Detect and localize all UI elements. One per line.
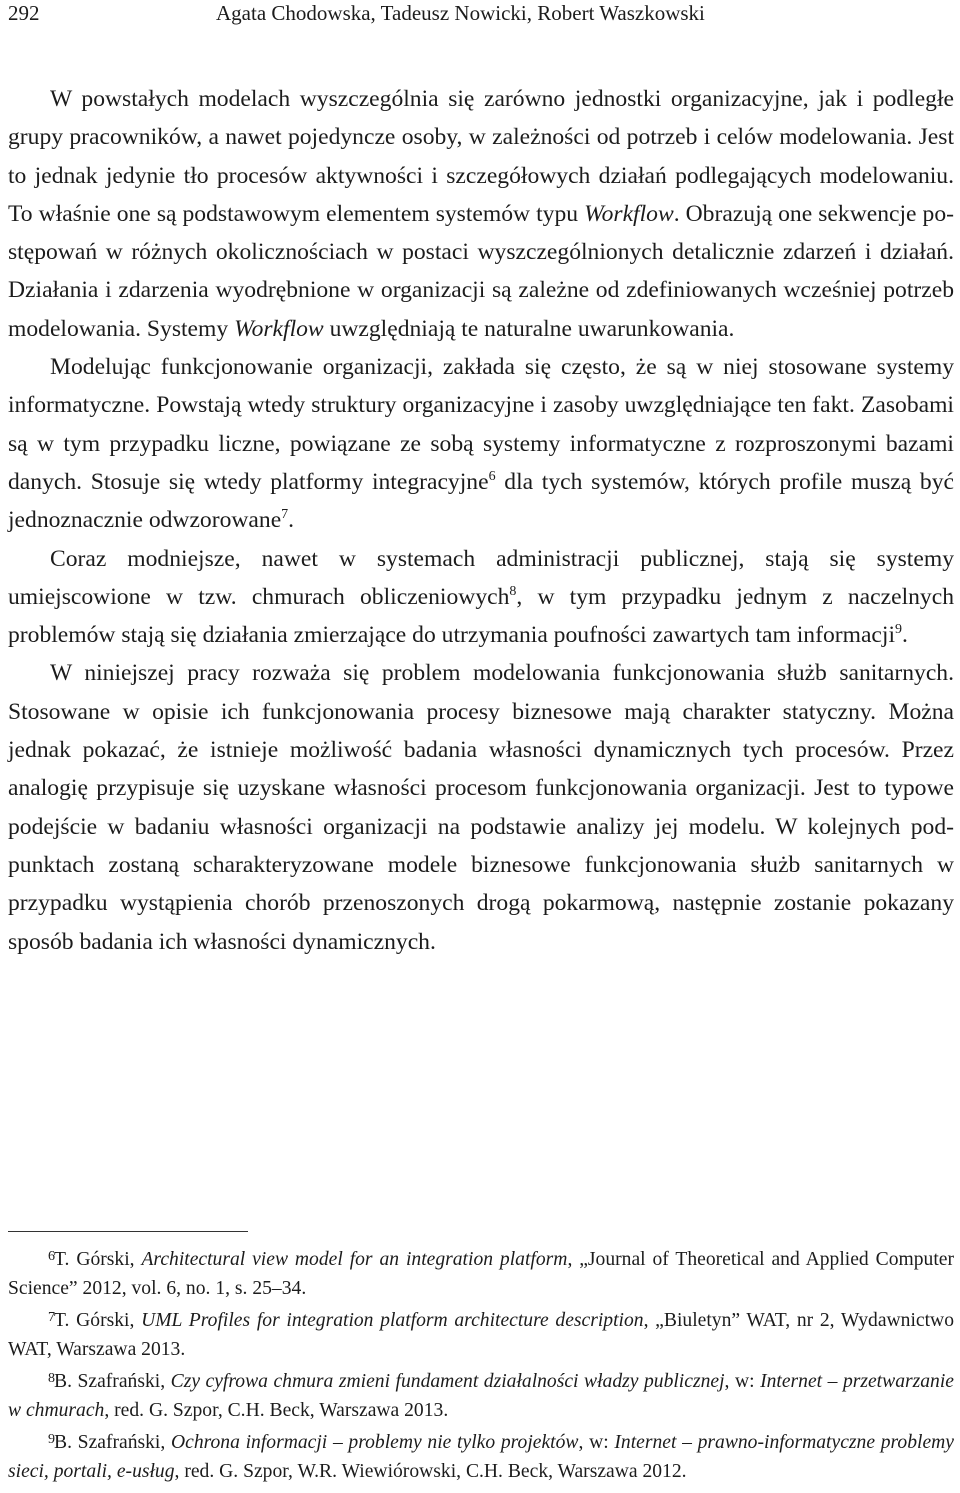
paragraph-text: , w tym przypadku jednym z naczelnych problemów stają się działania zmierzające do utrzymania poufności zawartych tam informacji [8, 583, 954, 649]
footnote-author: T. Górski, [54, 1249, 142, 1270]
footnote-source: , red. G. Szpor, C.H. Beck, Warszawa 2013. [104, 1400, 449, 1421]
footnote-title: Ochrona informacji – problemy nie tylko projektów [170, 1432, 579, 1453]
paragraph-4 [8, 654, 954, 960]
footnote-ref-7[interactable]: 7 [281, 507, 289, 523]
footnote-6 [8, 1242, 954, 1303]
page-number: 292 [8, 1, 40, 25]
paragraph-3 [8, 540, 954, 655]
body-text [8, 80, 954, 961]
paragraph-text: dla tych systemów, których profile muszą być jednoznacznie odwzorowane [8, 468, 954, 534]
running-header [8, 0, 954, 30]
footnote-text: , w: [578, 1432, 615, 1453]
footnote-number: 6 [48, 1249, 55, 1264]
italic-term: Workflow [234, 315, 324, 342]
footnote-author: T. Górski, [54, 1310, 142, 1331]
paragraph-text: . Obrazują one sekwencje postępowań w różnych okolicznościach w postaci wyszczególnionych detalicznie zdarzeń i działań. Działania i zdarzenia wyodrębnione w organizacji są zależne od zdefiniowanych wcześniej potrzeb modelowania. Systemy [8, 200, 954, 342]
paragraph-text: Modelując funkcjonowanie organizacji, zakłada się często, że są w niej stosowane systemy informatyczne. Powstają wtedy struktury organizacyjne i zasoby uwzględniające ten fakt. Zasobami są w tym przypadku liczne, powiązane ze sobą systemy informatyczne z rozproszonymi bazami danych. Stosuje się wtedy platformy integracyjne [8, 354, 954, 495]
footnote-separator [8, 1231, 248, 1232]
footnotes [8, 1242, 954, 1486]
footnote-ref-8[interactable]: 8 [509, 583, 517, 599]
footnote-title: Internet – prawno-informatyczne problemy sieci, portali, e-usług [8, 1432, 954, 1482]
running-header-authors: Agata Chodowska, Tadeusz Nowicki, Robert Waszkowski [216, 1, 705, 25]
paragraph-text: . [288, 507, 295, 534]
italic-term: Workflow [584, 200, 674, 227]
footnote-source: , „Biuletyn” WAT, nr 2, Wydawnictwo WAT, Warszawa 2013. [8, 1310, 954, 1360]
footnote-author: B. Szafrański, [54, 1371, 171, 1392]
paragraph-1 [8, 80, 954, 348]
footnote-ref-6[interactable]: 6 [488, 468, 496, 484]
footnote-source: , red. G. Szpor, W.R. Wiewiórowski, C.H. Beck, Warszawa 2012. [174, 1461, 687, 1482]
footnote-text: , w: [724, 1371, 761, 1392]
paragraph-text: uwzględniają te naturalne uwarunkowania. [323, 315, 735, 342]
footnote-number: 9 [48, 1432, 55, 1447]
footnote-title: Architectural view model for an integration platform [141, 1249, 568, 1270]
footnote-title: UML Profiles for integration platform architecture description [141, 1310, 644, 1331]
footnote-title: Internet – przetwarzanie w chmurach [8, 1371, 954, 1421]
footnote-ref-9[interactable]: 9 [895, 622, 903, 638]
footnote-source: , „Journal of Theoretical and Applied Computer Science” 2012, vol. 6, no. 1, s. 25–34. [8, 1249, 954, 1299]
footnote-title: Czy cyfrowa chmura zmieni fundament działalności władzy publicznej [170, 1371, 725, 1392]
footnote-number: 7 [48, 1310, 55, 1325]
footnote-number: 8 [48, 1371, 55, 1386]
paragraph-text: Coraz modniejsze, nawet w systemach administracji publicznej, stają się systemy umiejscowione w tzw. chmurach obliczeniowych [8, 545, 954, 610]
footnote-8 [8, 1364, 954, 1425]
footnote-author: B. Szafrański, [54, 1432, 171, 1453]
footnote-9 [8, 1425, 954, 1486]
paragraph-2 [8, 348, 954, 539]
paragraph-text: . [902, 622, 908, 649]
paragraph-text: W powstałych modelach wyszczególnia się zarówno jednostki organizacyjne, jak i podległe grupy pracowników, a nawet pojedyncze osoby, w zależności od potrzeb i celów modelowania. Jest to jednak jedynie tło procesów aktywności i szczegółowych działań podlegających modelowaniu. To właśnie one są podstawowym elementem systemów typu [8, 86, 954, 227]
paragraph-text: W niniejszej pracy rozważa się problem modelowania funkcjonowania służb sanitarnych. Stosowane w opisie ich funkcjonowania procesy biznesowe mają charakter statyczny. Można jednak pokazać, że istnieje możliwość badania własności dynamicznych tych procesów. Przez analogię przypisuje się uzyskane własności procesom funkcjonowania organizacji. Jest to typowe podejście w badaniu własności organizacji na podstawie analizy jej modelu. W kolejnych podpunktach zostaną scharakteryzowane modele biznesowe funkcjonowania służb sanitarnych w przypadku wystąpienia chorób przenoszonych drogą pokarmową, następnie zostanie pokazany sposób badania ich własności dynamicznych. [8, 660, 954, 955]
footnote-7 [8, 1303, 954, 1364]
